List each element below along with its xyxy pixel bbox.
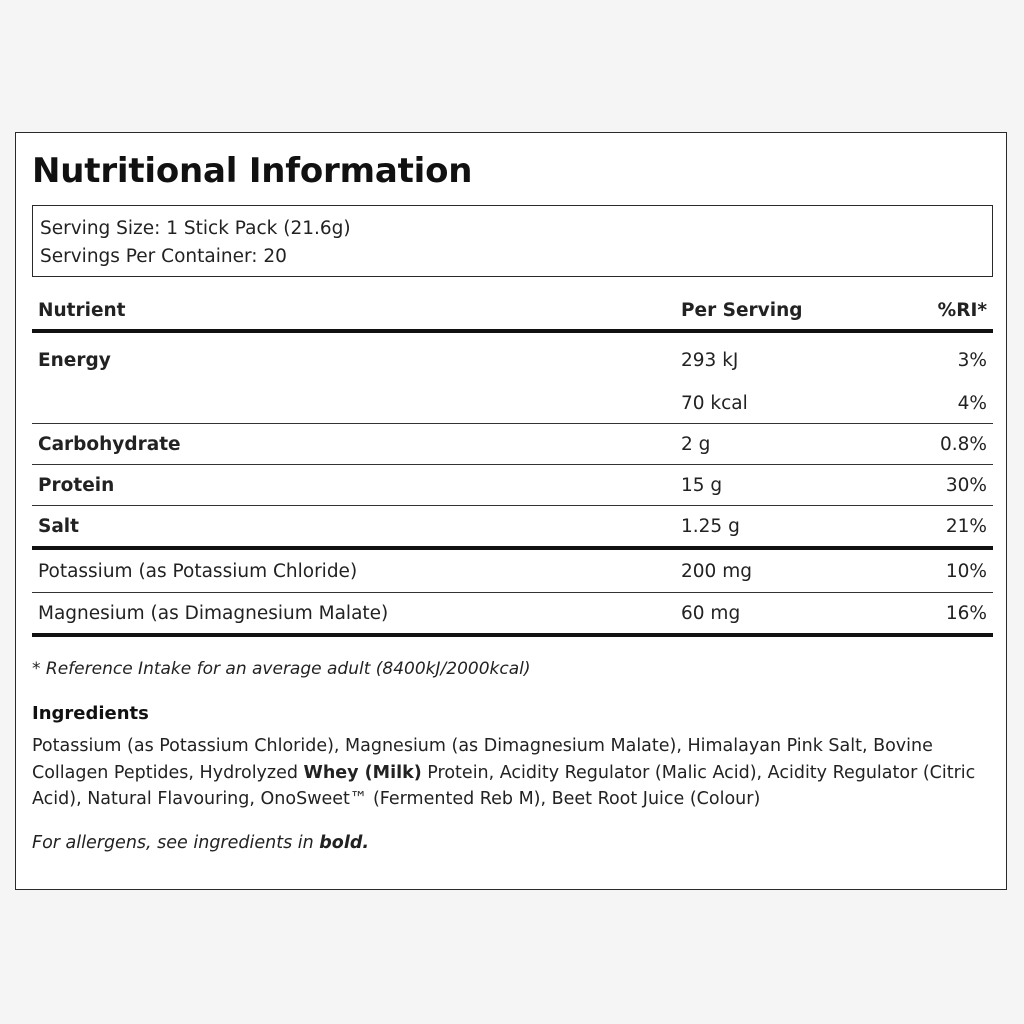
nutrient-name: Protein bbox=[32, 465, 675, 506]
per-serving-value: 1.25 g bbox=[675, 506, 927, 549]
allergen-note-text: For allergens, see ingredients in bbox=[32, 833, 320, 853]
ingredients-text-part: Potassium (as Potassium Chloride), Magnesium (as Dimagnesium Malate), Himalayan Pink Salt, Bovine Collagen Peptides, Hydrolyzed bbox=[32, 736, 933, 783]
table-row bbox=[32, 593, 993, 636]
per-serving-value: 15 g bbox=[675, 465, 927, 506]
per-serving-value: 2 g bbox=[675, 424, 927, 465]
table-row bbox=[32, 465, 993, 506]
table-row bbox=[32, 331, 993, 383]
header-per-serving: Per Serving bbox=[675, 291, 927, 331]
per-serving-value: 70 kcal bbox=[675, 383, 927, 424]
allergen-note bbox=[32, 833, 369, 853]
nutrient-name: Carbohydrate bbox=[32, 424, 675, 465]
per-serving-value: 200 mg bbox=[675, 548, 927, 593]
table-row bbox=[32, 506, 993, 549]
page-title: Nutritional Information bbox=[32, 151, 473, 191]
table-row bbox=[32, 383, 993, 424]
header-nutrient: Nutrient bbox=[32, 291, 675, 331]
allergen-note-bold: bold. bbox=[319, 833, 370, 853]
serving-info-box bbox=[32, 205, 993, 277]
allergen-highlight: Whey (Milk) bbox=[303, 762, 422, 783]
per-serving-value: 293 kJ bbox=[681, 349, 739, 371]
servings-per-container: Servings Per Container: 20 bbox=[40, 246, 287, 267]
nutrient-name bbox=[32, 383, 675, 424]
nutrient-name: Energy bbox=[38, 349, 111, 371]
ri-value: 3% bbox=[957, 349, 987, 371]
nutrient-name: Salt bbox=[32, 506, 675, 549]
reference-intake-footnote: * Reference Intake for an average adult (8400kJ/2000kcal) bbox=[32, 659, 531, 679]
ri-value: 10% bbox=[927, 548, 993, 593]
header-ri: %RI* bbox=[927, 291, 993, 331]
nutrient-name: Magnesium (as Dimagnesium Malate) bbox=[32, 593, 675, 636]
ri-value: 0.8% bbox=[927, 424, 993, 465]
nutrient-name: Potassium (as Potassium Chloride) bbox=[32, 548, 675, 593]
nutrition-panel bbox=[15, 132, 1007, 890]
ingredients-text-part: Protein, Acidity Regulator (Malic Acid), Acidity Regulator (Citric Acid), Natural Flavouring, OnoSweet™ (Fermented Reb M), Beet Root Juice (Colour) bbox=[32, 762, 976, 809]
per-serving-value: 60 mg bbox=[675, 593, 927, 636]
serving-size: Serving Size: 1 Stick Pack (21.6g) bbox=[40, 218, 351, 239]
ri-value: 4% bbox=[927, 383, 993, 424]
ingredients-text bbox=[32, 733, 982, 813]
ingredients-heading: Ingredients bbox=[32, 703, 149, 724]
ri-value: 21% bbox=[927, 506, 993, 549]
table-row bbox=[32, 424, 993, 465]
table-header-row bbox=[32, 291, 993, 331]
nutrition-table bbox=[32, 291, 993, 637]
ri-value: 30% bbox=[927, 465, 993, 506]
ri-value: 16% bbox=[927, 593, 993, 636]
table-row bbox=[32, 548, 993, 593]
